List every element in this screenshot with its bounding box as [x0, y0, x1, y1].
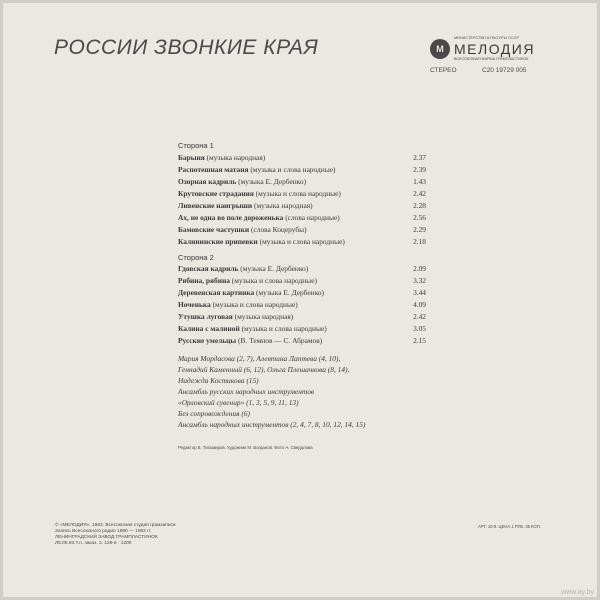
- track-credit: (музыка и слова народные): [257, 237, 345, 246]
- performer-line: Геннадий Каменный (6, 12), Ольга Плешачкова (8, 14),: [178, 365, 350, 374]
- copyright-line: Л6.05.83.Т.п. заказ. 3. 129-в · 1200: [55, 541, 132, 546]
- track-row: [178, 164, 426, 176]
- track-duration: 2.28: [413, 201, 426, 210]
- album-title: РОССИИ ЗВОНКИЕ КРАЯ: [54, 36, 319, 59]
- track-credit: (музыка народная): [232, 312, 294, 321]
- logo-top-line: МИНИСТЕРСТВО КУЛЬТУРЫ СССР: [454, 36, 519, 40]
- performer-line: Мария Мордасова (2, 7), Алевтина Лаптева (4, 10),: [178, 354, 341, 363]
- track-name: Крутовские страдания: [178, 189, 254, 198]
- performers-list: [178, 353, 438, 430]
- track-duration: 2.56: [413, 213, 426, 222]
- track-row: [178, 152, 426, 164]
- performer-line: Надежда Костикова (15): [178, 376, 259, 385]
- track-row: [178, 323, 426, 335]
- track-row: [178, 224, 426, 236]
- track-row: [178, 236, 426, 248]
- track-credit: (слова Коцерубы): [249, 225, 307, 234]
- side-1-label: Сторона 1: [178, 141, 214, 150]
- track-credit: (музыка народная): [204, 153, 266, 162]
- track-name: Рябина, рябина: [178, 276, 230, 285]
- performer-line: «Орловский сувенир» (1, 3, 5, 9, 11, 13): [178, 398, 299, 407]
- track-name: Ноченька: [178, 300, 211, 309]
- performer-line: Ансамбль русских народных инструментов: [178, 387, 315, 396]
- track-name: Калина с малиной: [178, 324, 240, 333]
- track-credit: (музыка и слова народные): [253, 189, 341, 198]
- track-duration: 1.43: [413, 177, 426, 186]
- copyright-line: Запись Всесоюзного радио 1980 — 1982 гг.: [55, 529, 152, 534]
- performer-line: Ансамбль народных инструментов (2, 4, 7, 8, 10, 12, 14, 15): [178, 420, 366, 429]
- side-1-tracklist: [178, 152, 426, 248]
- catalog-number: С20 19729 005: [482, 67, 527, 74]
- track-credit: (музыка Е. Дербенко): [238, 264, 309, 273]
- track-duration: 4.09: [413, 300, 426, 309]
- track-name: Утушка луговая: [178, 312, 233, 321]
- track-credit: (музыка и слова народные): [210, 300, 298, 309]
- track-credit: (музыка Е. Дербенко): [236, 177, 307, 186]
- track-name: Бамовские частушки: [178, 225, 250, 234]
- logo-name: МЕЛОДИЯ: [454, 41, 535, 57]
- production-credits: Редактор Б. Тихомиров. Художник М. Богданов. Фото А. Свердлова: [178, 445, 313, 450]
- track-credit: (музыка и слова народные): [239, 324, 327, 333]
- track-name: Гдовская кадриль: [178, 264, 239, 273]
- track-name: Озорная кадриль: [178, 177, 237, 186]
- track-name: Русские умельцы: [178, 336, 237, 345]
- logo-bottom-line: ВСЕСОЮЗНАЯ ФИРМА ГРАМПЛАСТИНОК: [454, 57, 529, 61]
- track-duration: 3.44: [413, 288, 426, 297]
- track-name: Ах, не одна во поле дороженька: [178, 213, 284, 222]
- track-name: Распотешная матаня: [178, 165, 249, 174]
- track-credit: (музыка народная): [252, 201, 313, 210]
- price-line: АРТ. 10-9. ЦЕНА 1 РУБ. 45 КОП.: [478, 524, 541, 529]
- track-duration: 2.18: [413, 237, 426, 246]
- track-row: [178, 188, 426, 200]
- track-duration: 2.37: [413, 153, 426, 162]
- track-row: [178, 311, 426, 323]
- track-duration: 2.29: [413, 225, 426, 234]
- copyright-line: ЛЕНИНГРАДСКИЙ ЗАВОД ГРАМПЛАСТИНОК: [55, 535, 158, 540]
- track-row: [178, 287, 426, 299]
- watermark: www.ay.by: [561, 589, 594, 596]
- track-row: [178, 212, 426, 224]
- track-name: Калининские припевки: [178, 237, 258, 246]
- track-duration: 3.05: [413, 324, 426, 333]
- side-2-tracklist: [178, 263, 426, 347]
- track-duration: 2.09: [413, 264, 426, 273]
- side-2-label: Сторона 2: [178, 253, 214, 262]
- track-name: Ливенские наигрыши: [178, 201, 253, 210]
- track-duration: 2.39: [413, 165, 426, 174]
- track-row: [178, 299, 426, 311]
- copyright-line: © «МЕЛОДИЯ», 1983. Всесоюзная студия грамзаписи: [55, 523, 176, 528]
- track-credit: (музыка Е. Дербенко): [254, 288, 324, 297]
- track-row: [178, 263, 426, 275]
- copyright-block: [55, 523, 176, 547]
- track-row: [178, 275, 426, 287]
- track-row: [178, 335, 426, 347]
- track-name: Деревенская картинка: [178, 288, 255, 297]
- track-credit: (слова народные): [283, 213, 340, 222]
- track-credit: (музыка и слова народные): [229, 276, 317, 285]
- track-row: [178, 200, 426, 212]
- track-duration: 2.42: [413, 312, 426, 321]
- performer-line: Без сопровождения (6): [178, 409, 251, 418]
- track-duration: 2.42: [413, 189, 426, 198]
- melodiya-logo: [430, 36, 560, 70]
- track-duration: 2.15: [413, 336, 426, 345]
- track-credit: (музыка и слова народные): [248, 165, 336, 174]
- stereo-label: СТЕРЕО: [430, 67, 457, 74]
- track-row: [178, 176, 426, 188]
- melodiya-emblem-icon: М: [430, 39, 450, 59]
- track-duration: 3.32: [413, 276, 426, 285]
- track-credit: (В. Темнов — С. Абрамов): [236, 336, 323, 345]
- track-name: Барыня: [178, 153, 205, 162]
